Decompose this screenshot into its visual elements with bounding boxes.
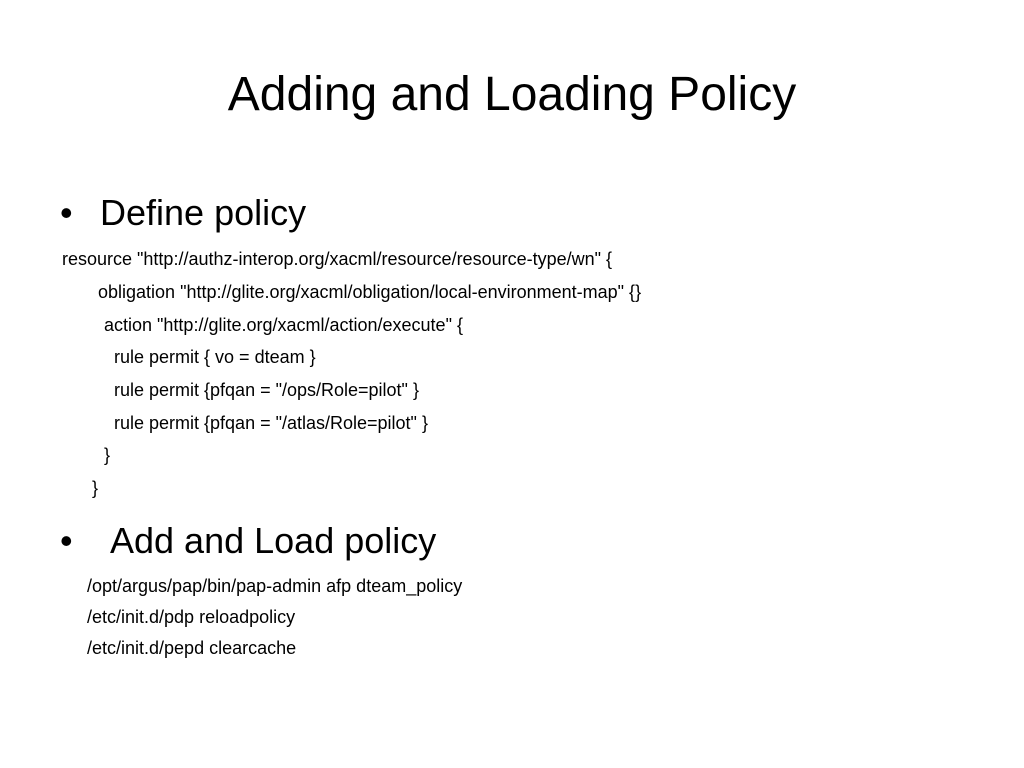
- bullet-label: Add and Load policy: [110, 520, 437, 561]
- bullet-marker: •: [60, 192, 73, 233]
- bullet-label: Define policy: [100, 192, 307, 233]
- code-line: obligation "http://glite.org/xacml/obligation/local-environment-map" {}: [98, 282, 642, 302]
- bullet-marker: •: [60, 520, 73, 561]
- code-line: }: [104, 445, 111, 465]
- code-line: rule permit { vo = dteam }: [114, 347, 316, 367]
- code-line: }: [92, 478, 99, 498]
- code-line: /etc/init.d/pepd clearcache: [87, 638, 297, 658]
- code-line: rule permit {pfqan = "/atlas/Role=pilot" }: [114, 413, 428, 433]
- code-line: resource "http://authz-interop.org/xacml/resource/resource-type/wn" {: [62, 249, 613, 269]
- code-line: action "http://glite.org/xacml/action/execute" {: [104, 315, 463, 335]
- code-line: rule permit {pfqan = "/ops/Role=pilot" }: [114, 380, 419, 400]
- code-line: /etc/init.d/pdp reloadpolicy: [87, 607, 296, 627]
- slide-title: Adding and Loading Policy: [227, 68, 797, 121]
- code-line: /opt/argus/pap/bin/pap-admin afp dteam_policy: [87, 576, 463, 596]
